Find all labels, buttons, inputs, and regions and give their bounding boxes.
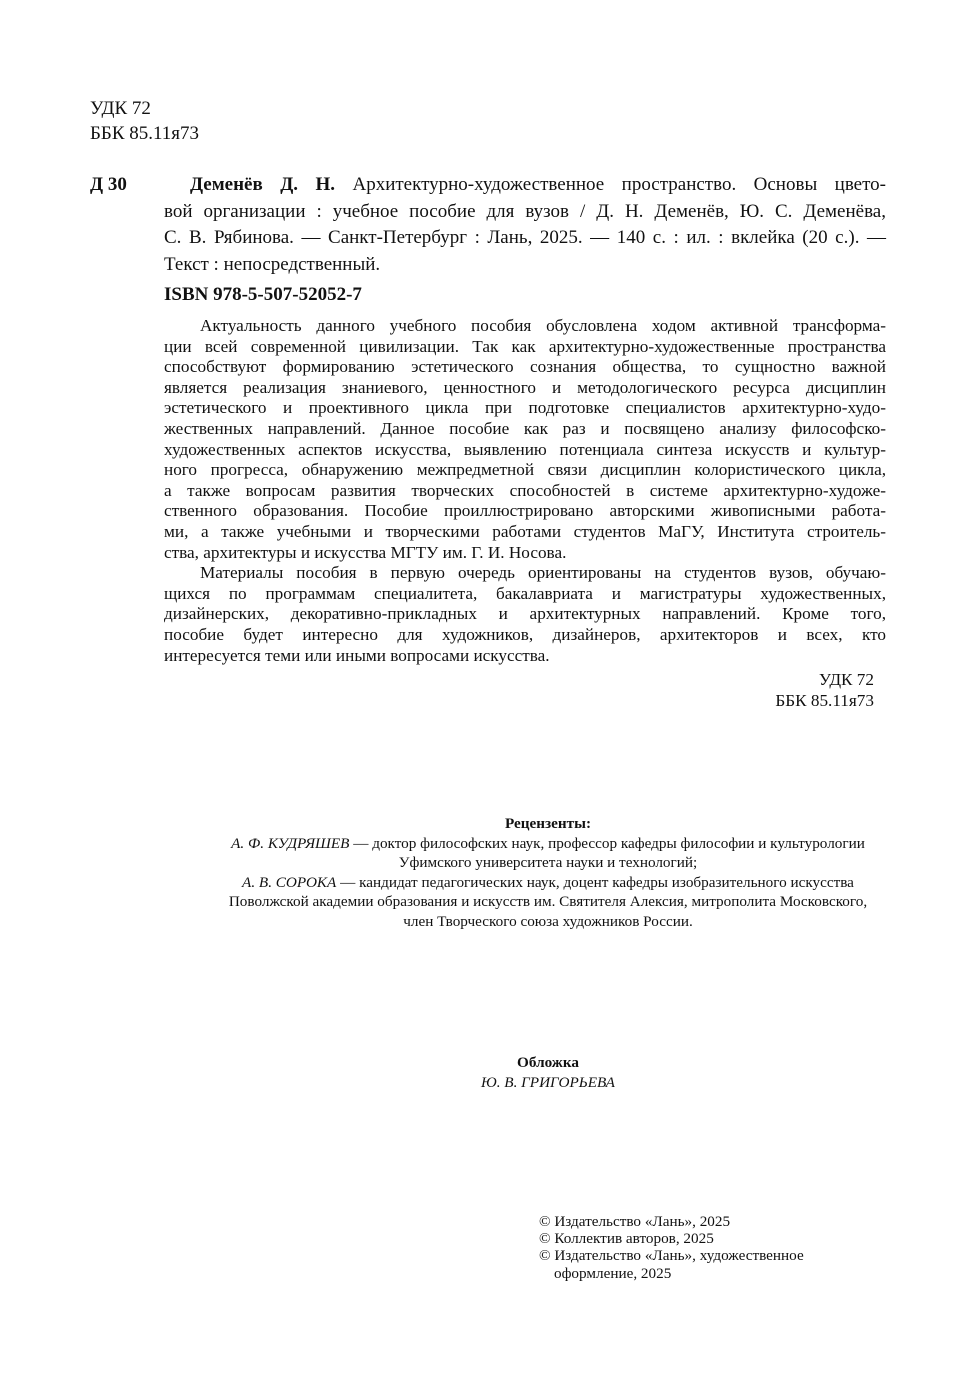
cover-credit (80, 1053, 976, 1092)
annotation-line: ции всей современной цивилизации. Так как архитектурно-художественные пространства (164, 336, 886, 356)
reviewers-section (120, 814, 976, 932)
annotation-line: щихся по программам специалитета, бакалавриата и магистратуры художественных, (164, 583, 886, 603)
biblio-line: вой организации : учебное пособие для вузов / Д. Н. Деменёв, Ю. С. Деменёва, (164, 200, 886, 222)
annotation-line: Материалы пособия в первую очередь ориентированы на студентов вузов, обучаю- (200, 563, 886, 583)
cover-designer: Ю. В. ГРИГОРЬЕВА (481, 1073, 615, 1091)
reviewer-2: А. В. СОРОКА — кандидат педагогических наук, доцент кафедры изобразительного искусства (242, 873, 854, 891)
bbk-code: ББК 85.11я73 (90, 123, 200, 144)
copyright-line: © Издательство «Лань», художественное (539, 1247, 804, 1265)
author-mark: Д 30 (90, 174, 127, 195)
annotation-line: Актуальность данного учебного пособия обусловлена ходом активной трансформа- (200, 316, 886, 335)
bbk-code: ББК 85.11я73 (775, 691, 874, 710)
reviewer-2-affiliation: Поволжской академии образования и искусств им. Святителя Алексия, митрополита Московского, (228, 893, 868, 911)
annotation-line: является реализация знаниевого, ценностного и методологического ресурса дисциплин (164, 377, 886, 397)
reviewer-1: А. Ф. КУДРЯШЕВ — доктор философских наук, профессор кафедры философии и культурологии (231, 834, 865, 852)
annotation-line: дизайнерских, декоративно-прикладных и архитектурных направлений. Кроме того, (164, 604, 886, 624)
copyright-line: © Коллектив авторов, 2025 (539, 1230, 714, 1248)
annotation-line: жественных направлений. Данное пособие как раз и посвящено анализу философско- (164, 418, 886, 438)
copyright-line: оформление, 2025 (554, 1264, 672, 1282)
cover-title: Обложка (517, 1054, 579, 1071)
biblio-line: С. В. Рябинова. — Санкт-Петербург : Лань, 2025. — 140 с. : ил. : вклейка (20 с.). — (164, 227, 886, 248)
annotation-line: интересуется теми или иными вопросами искусства. (164, 645, 550, 665)
reviewers-title: Рецензенты: (504, 815, 592, 832)
copyright-block (539, 1213, 804, 1282)
classification-top (90, 96, 199, 146)
annotation-line: а также вопросам развития творческих способностей в системе архитектурно-художе- (164, 480, 886, 500)
copyright-line: © Издательство «Лань», 2025 (539, 1213, 731, 1230)
annotation-line: художественных аспектов искусства, выявлению потенциала синтеза искусств и культур- (164, 439, 886, 459)
isbn: ISBN 978-5-507-52052-7 (164, 284, 362, 305)
annotation-line: способствуют формированию эстетического сознания общества, то сущностно важной (164, 357, 886, 377)
annotation (164, 316, 886, 666)
annotation-line: эстетического и проективного цикла при подготовке специалистов архитектурно-худо- (164, 398, 886, 418)
reviewer-name: А. В. СОРОКА (242, 873, 337, 891)
udk-code: УДК 72 (90, 98, 151, 119)
annotation-line: пособие будет интересно для художников, дизайнеров, архитекторов и всех, кто (164, 624, 886, 644)
annotation-line: ства, архитектуры и искусства МГТУ им. Г. И. Носова. (164, 542, 567, 562)
author-name: Деменёв Д. Н. (190, 174, 336, 195)
classification-bottom (775, 669, 874, 711)
biblio-line: Деменёв Д. Н. Архитектурно-художественное пространство. Основы цвето- (190, 174, 886, 195)
annotation-line: ми, а также учебными и творческими работами студентов МаГУ, Института строитель- (164, 521, 886, 541)
udk-code: УДК 72 (818, 670, 874, 689)
biblio-line: Текст : непосредственный. (164, 253, 381, 275)
reviewer-1-affiliation: Уфимского университета науки и технологий; (398, 854, 698, 872)
annotation-line: ственного образования. Пособие проиллюстрировано авторскими живописными работа- (164, 501, 886, 521)
reviewer-name: А. Ф. КУДРЯШЕВ (231, 834, 350, 852)
reviewer-2-membership: член Творческого союза художников России. (403, 912, 693, 930)
annotation-line: ного прогресса, обнаружению межпредметной связи дисциплин колористического цикла, (164, 460, 886, 480)
bibliographic-record (164, 172, 886, 278)
